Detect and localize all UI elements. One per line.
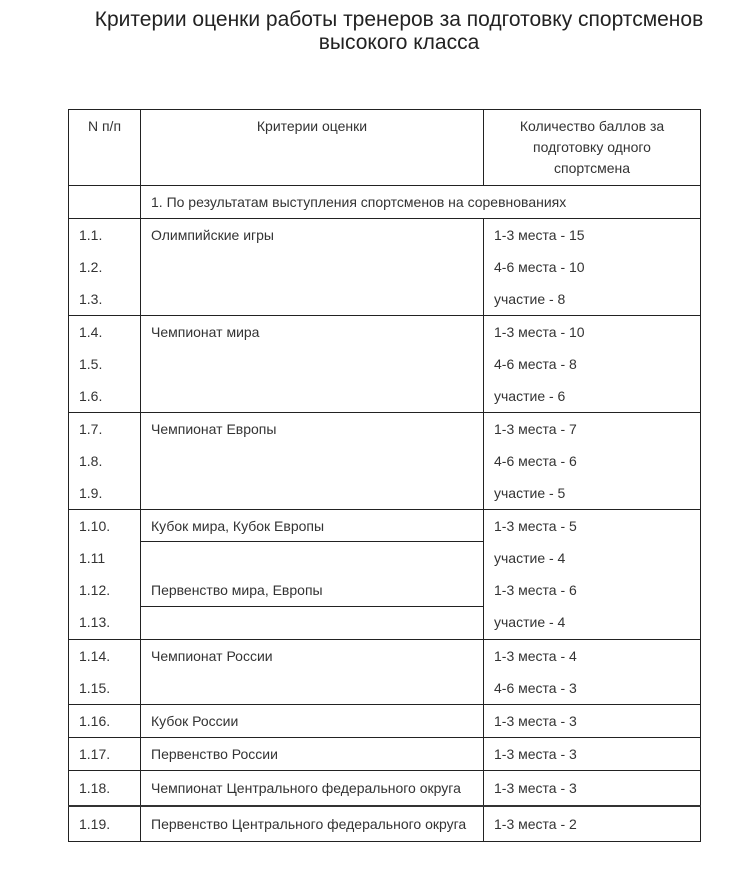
row-num: 1.13. [79,614,111,630]
section-title: 1. По результатам выступления спортсменов на соревнованиях [141,186,701,219]
row-points: участие - 4 [494,550,566,566]
row-num: 1.11 [79,550,106,566]
row-criteria: Чемпионат мира [141,316,484,413]
table-row [69,316,701,413]
table-row [69,413,701,510]
row-num: 1.10. [79,518,111,534]
row-points: 1-3 места - 3 [484,738,701,771]
title-line-2: высокого класса [318,31,480,54]
row-num: 1.14. [79,648,111,664]
row-num: 1.12. [79,582,111,598]
row-points: 1-3 места - 5 [494,518,577,534]
criteria-table [68,109,701,842]
row-num: 1.5. [79,356,103,372]
row-num: 1.7. [79,421,103,437]
table-row [69,806,701,842]
row-num: 1.9. [79,485,103,501]
row-points: 1-3 места - 2 [484,806,701,842]
table-row [69,738,701,771]
section-row [69,186,701,219]
row-points: 1-3 места - 10 [494,324,585,340]
row-points: 4-6 места - 6 [494,453,577,469]
row-num: 1.8. [79,453,103,469]
row-num: 1.18. [69,771,141,807]
row-criteria: Чемпионат России [141,640,484,705]
row-criteria: Первенство Центрального федерального округа [141,806,484,842]
row-points: 1-3 места - 4 [494,648,577,664]
row-criteria: Первенство мира, Европы [141,542,483,607]
row-criteria: Чемпионат Центрального федерального округа [141,771,484,807]
row-num: 1.19. [69,806,141,842]
row-points: 1-3 места - 7 [494,421,577,437]
title-line-1: Критерии оценки работы тренеров за подготовку спортсменов [94,8,704,31]
table-row [69,771,701,807]
row-points: 1-3 места - 3 [484,705,701,738]
row-num: 1.3. [79,291,103,307]
header-points: Количество баллов за подготовку одного спортсмена [484,110,701,186]
row-num: 1.15. [79,680,111,696]
row-points: 1-3 места - 15 [494,227,585,243]
row-points: 4-6 места - 8 [494,356,577,372]
row-num: 1.4. [79,324,103,340]
page-title [0,8,730,54]
row-num: 1.6. [79,388,103,404]
row-points: участие - 8 [494,291,566,307]
row-points: 4-6 места - 3 [494,680,577,696]
table-row [69,640,701,705]
row-num: 1.17. [69,738,141,771]
row-criteria: Чемпионат Европы [141,413,484,510]
row-points: участие - 5 [494,485,566,501]
row-num: 1.16. [69,705,141,738]
row-points: участие - 4 [494,614,566,630]
row-criteria: Олимпийские игры [141,219,484,316]
row-criteria-empty [141,607,483,639]
header-criteria: Критерии оценки [141,110,484,186]
table-row [69,510,701,640]
row-criteria: Кубок мира, Кубок Европы [141,510,483,542]
row-criteria: Кубок России [141,705,484,738]
row-num: 1.2. [79,259,103,275]
table-row [69,219,701,316]
row-points: участие - 6 [494,388,566,404]
table-row [69,705,701,738]
row-points: 4-6 места - 10 [494,259,585,275]
header-num: N п/п [69,110,141,186]
row-points: 1-3 места - 6 [494,582,577,598]
row-criteria: Первенство России [141,738,484,771]
row-num: 1.1. [79,227,103,243]
table-header-row [69,110,701,186]
row-points: 1-3 места - 3 [484,771,701,807]
